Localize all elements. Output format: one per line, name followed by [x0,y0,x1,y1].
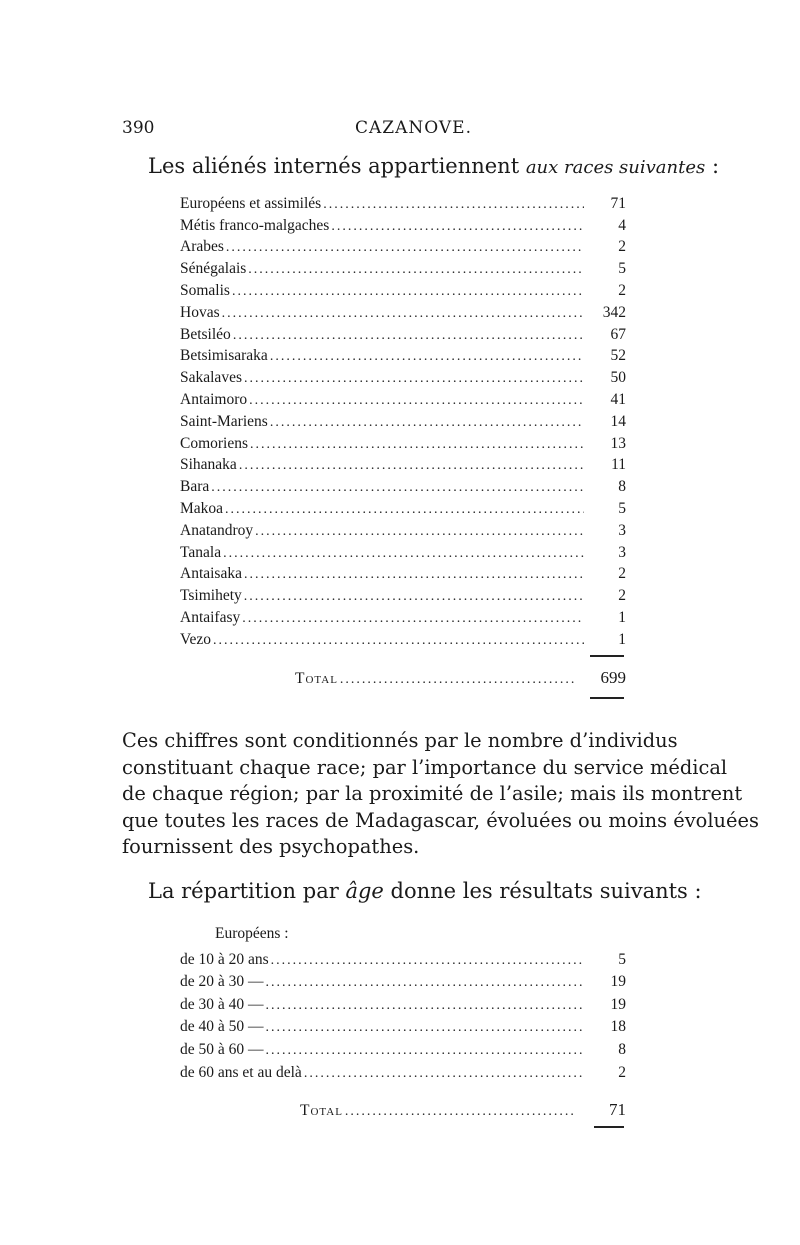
row-label: Antaimoro [180,390,248,408]
row-value: 2 [618,587,626,605]
paragraph-line: de chaque région; par la proximité de l’asile; mais ils montrent [122,782,743,805]
row-value: 3 [618,543,626,561]
row-label: de 50 à 60 — [180,1040,264,1058]
leader-dots [340,672,576,688]
page-header [0,118,800,142]
row-value: 4 [618,216,626,234]
age-table [180,946,626,1082]
row-value: 8 [618,1040,626,1058]
row-label: Anatandroy [180,521,254,539]
row-value: 13 [610,434,626,452]
leader-dots [244,371,584,387]
races-total-label: Total [295,670,338,687]
row-label: Tanala [180,543,222,561]
row-label: Arabes [180,238,224,256]
table-row [180,583,626,605]
leader-dots [266,1043,584,1059]
leader-dots [242,611,584,627]
leader-dots [222,306,584,322]
table-row [180,1014,626,1037]
row-label: de 20 à 30 — [180,973,264,991]
row-label: Sihanaka [180,456,237,474]
table-row [180,1036,626,1059]
paragraph-line: Ces chiffres sont conditionnés par le nombre d’individus [122,729,678,752]
row-value: 50 [610,369,626,387]
row-label: Européens et assimilés [180,194,322,212]
races-total-row [295,664,626,688]
row-value: 5 [618,950,626,968]
intro-sentence [148,154,719,178]
leader-dots [213,633,584,649]
row-value: 2 [618,565,626,583]
intro-emphasis: aux races suivantes [525,157,706,178]
age-table-heading: Européens : [215,925,289,942]
table-row [180,191,626,213]
table-row [180,431,626,453]
table-row [180,365,626,387]
row-label: Hovas [180,303,220,321]
row-value: 1 [618,608,626,626]
intro-end: : [705,154,720,178]
leader-dots [232,284,584,300]
table-row [180,453,626,475]
leader-dots [271,953,584,969]
row-value: 5 [618,260,626,278]
leader-dots [266,998,584,1014]
row-label: Somalis [180,281,230,299]
table-row [180,278,626,300]
row-value: 2 [618,281,626,299]
table-row [180,496,626,518]
row-label: de 30 à 40 — [180,995,264,1013]
leader-dots [255,524,584,540]
races-table [180,191,626,649]
leader-dots [211,480,584,496]
paragraph-line: fournissent des psychopathes. [122,835,420,858]
table-row [180,969,626,992]
table-row [180,946,626,969]
table-row [180,627,626,649]
row-label: Makoa [180,499,224,517]
row-label: Antaisaka [180,565,242,583]
row-label: Métis franco-malgaches [180,216,330,234]
leader-dots [239,458,584,474]
row-value: 11 [611,456,626,474]
leader-dots [323,197,584,213]
row-value: 1 [618,630,626,648]
table-row [180,387,626,409]
leader-dots [249,393,584,409]
table-row [180,605,626,627]
leader-dots [266,1020,584,1036]
age-total-label: Total [300,1102,343,1119]
row-value: 342 [602,303,626,321]
leader-dots [223,546,584,562]
intro-text: Les aliénés internés appartiennent [148,154,526,178]
table-row [180,322,626,344]
table-row [180,474,626,496]
table-row [180,1059,626,1082]
table-row [180,562,626,584]
table-row [180,518,626,540]
races-total-value: 699 [600,668,626,687]
leader-dots [270,349,584,365]
row-label: Saint-Mariens [180,412,268,430]
row-value: 19 [610,995,626,1013]
age-intro-emphasis: âge [345,879,384,903]
row-label: Tsimihety [180,587,242,605]
row-value: 52 [610,347,626,365]
row-value: 71 [610,194,626,212]
row-value: 41 [610,390,626,408]
table-row [180,256,626,278]
table-row [180,344,626,366]
row-label: de 10 à 20 ans [180,950,269,968]
row-label: Antaifasy [180,608,241,626]
age-total-rule-bottom [594,1126,624,1128]
row-label: de 40 à 50 — [180,1018,264,1036]
page-number: 390 [122,118,155,138]
running-title: CAZANOVE. [355,118,472,138]
paragraph-line: que toutes les races de Madagascar, évoluées ou moins évoluées [122,808,759,832]
row-label: Vezo [180,630,211,648]
total-rule-bottom [590,697,624,699]
age-intro-text: La répartition par [148,879,346,903]
leader-dots [331,219,584,235]
age-total-row [300,1096,626,1120]
row-value: 3 [618,521,626,539]
body-paragraph [122,728,759,861]
age-intro-end: donne les résultats suivants : [383,879,702,903]
row-value: 14 [610,412,626,430]
table-row [180,300,626,322]
table-row [180,540,626,562]
row-value: 5 [618,499,626,517]
age-intro-sentence [148,879,702,903]
row-label: Sénégalais [180,260,247,278]
table-row [180,235,626,257]
row-label: Bara [180,478,210,496]
row-value: 2 [618,1063,626,1081]
leader-dots [270,415,584,431]
table-row [180,991,626,1014]
row-value: 19 [610,973,626,991]
row-value: 67 [610,325,626,343]
table-row [180,409,626,431]
leader-dots [248,262,584,278]
leader-dots [244,567,584,583]
leader-dots [226,240,584,256]
row-label: de 60 ans et au delà [180,1063,302,1081]
row-label: Betsimisaraka [180,347,268,365]
table-row [180,213,626,235]
row-value: 2 [618,238,626,256]
paragraph-line: constituant chaque race; par l’importance du service médical [122,755,728,779]
leader-dots [244,589,584,605]
row-label: Betsiléo [180,325,231,343]
row-value: 18 [610,1018,626,1036]
leader-dots [345,1104,576,1120]
leader-dots [225,502,584,518]
row-label: Comoriens [180,434,249,452]
age-total-value: 71 [609,1100,626,1119]
row-label: Sakalaves [180,369,242,387]
leader-dots [304,1066,584,1082]
total-rule-top [590,655,624,657]
leader-dots [250,437,584,453]
row-value: 8 [618,478,626,496]
leader-dots [266,975,584,991]
leader-dots [233,328,584,344]
